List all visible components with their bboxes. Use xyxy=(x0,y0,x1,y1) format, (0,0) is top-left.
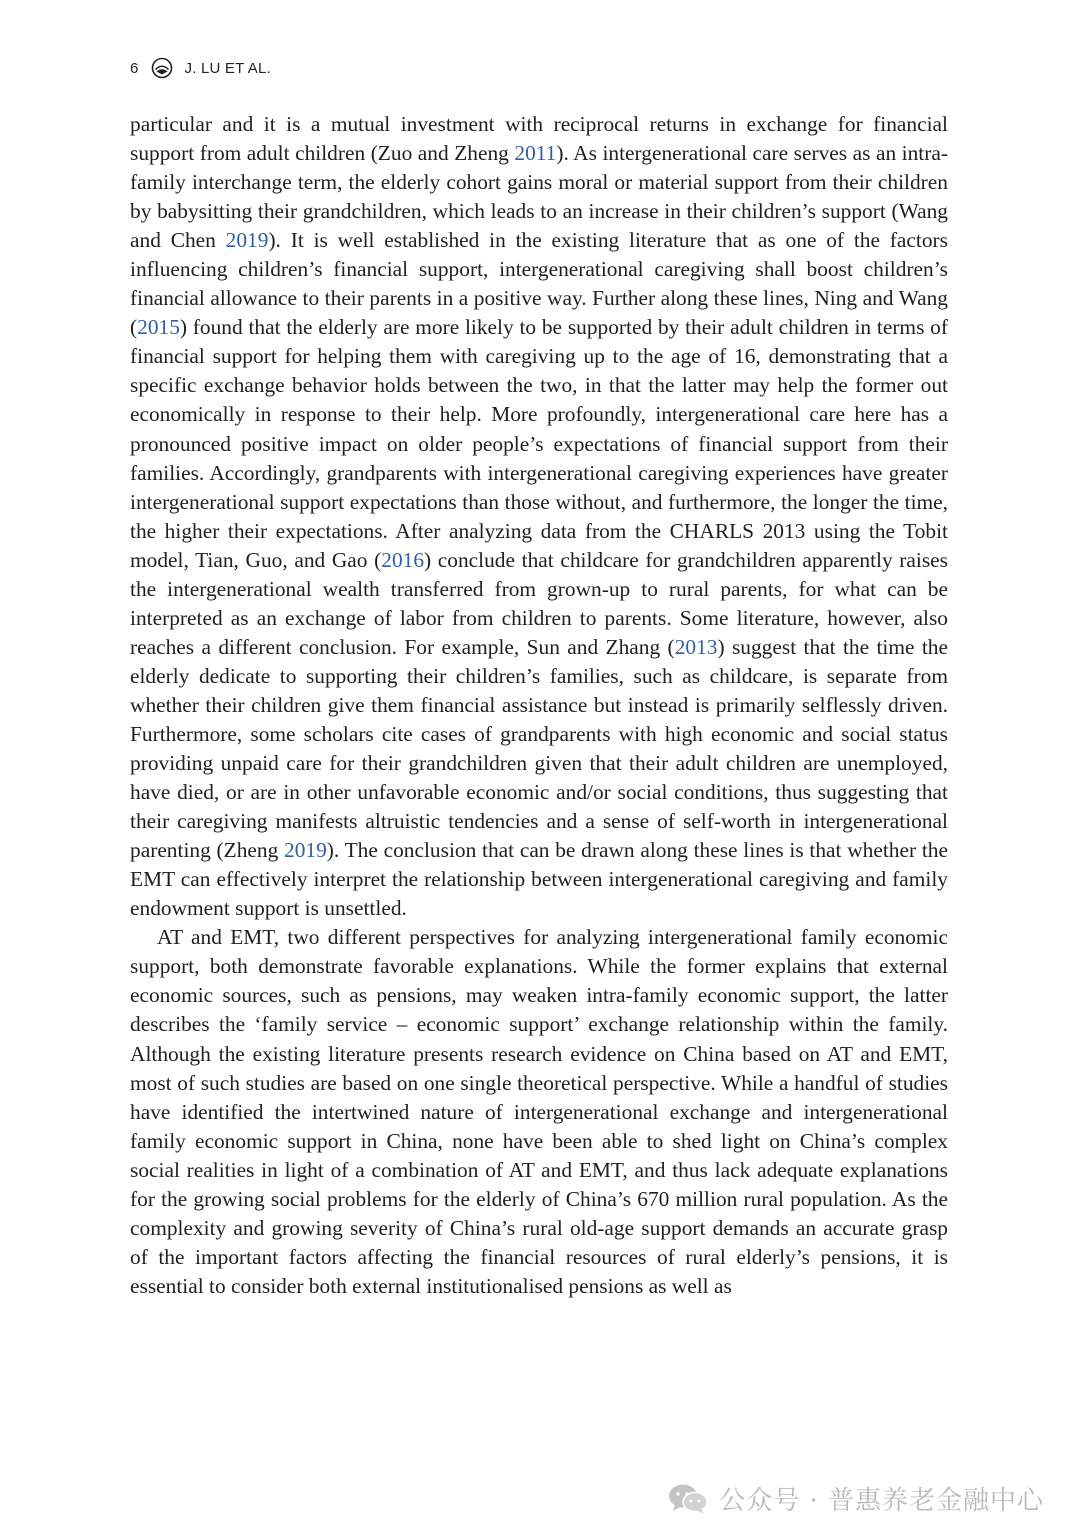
running-header xyxy=(130,56,271,80)
paragraph-1-segment: ) found that the elderly are more likely to be supported by their adult children in terms of financial support for helping them with caregiving up to the age of 16, demonstrating that a specific exchange behavior holds between the two, in that the latter may help the former out economically in response to their help. More profoundly, intergenerational care here has a pronounced positive impact on older people’s expectations of financial support from their families. Accordingly, grandparents with intergenerational caregiving experiences have greater intergenerational support expectations than those without, and furthermore, the longer the time, the higher their expectations. After analyzing data from the CHARLS 2013 using the Tobit model, Tian, Guo, and Gao ( xyxy=(130,315,948,572)
citation-link-wang-chen-2019[interactable]: 2019 xyxy=(225,228,269,253)
citation-link-tian-guo-gao-2016[interactable]: 2016 xyxy=(381,547,425,572)
journal-logo-icon xyxy=(151,57,173,79)
running-header-authors: J. LU ET AL. xyxy=(184,59,271,77)
paragraph-1-segment: ). As intergenerational care serves as an intra-family interchange term, the elderly cohort gains moral or material support from their children by babysitting their grandchildren, which leads to an increase in their children’s support (Wang and Chen xyxy=(130,141,948,253)
paragraph-1-segment: ) suggest that the time the elderly dedicate to supporting their children’s families, such as childcare, is separate from whether their children give them financial assistance but instead is primarily selflessly driven. Furthermore, some scholars cite cases of grandparents with high economic and social status providing unpaid care for their grandchildren given that their adult children are unemployed, have died, or are in other unfavorable economic and/or social conditions, thus suggesting that their caregiving manifests altruistic tendencies and a sense of self-worth in intergenerational parenting (Zheng xyxy=(130,634,948,863)
paragraph-1-segment: ) conclude that childcare for grandchildren apparently raises the intergenerational wealth transferred from grown-up to rural parents, for what can be interpreted as an exchange of labor from children to parents. Some literature, however, also reaches a different conclusion. For example, Sun and Zhang ( xyxy=(130,547,948,659)
citation-link-sun-zhang-2013[interactable]: 2013 xyxy=(674,634,718,659)
paragraph-1 xyxy=(130,110,948,923)
citation-link-zheng-2019[interactable]: 2019 xyxy=(284,838,327,863)
wechat-watermark xyxy=(667,1480,1044,1517)
paragraph-1-segment: particular and it is a mutual investment with reciprocal returns in exchange for financial support from adult children (Zuo and Zheng xyxy=(130,112,948,166)
citation-link-ning-wang-2015[interactable]: 2015 xyxy=(137,315,180,340)
paragraph-2: AT and EMT, two different perspectives for analyzing intergenerational family economic support, both demonstrate favorable explanations. While the former explains that external economic sources, such as pensions, may weaken intra-family economic support, the latter describes the ‘family service – economic support’ exchange relationship within the family. Although the existing literature presents research evidence on China based on AT and EMT, most of such studies are based on one single theoretical perspective. While a handful of studies have identified the intertwined nature of intergenerational exchange and intergenerational family economic support in China, none have been able to shed light on China’s complex social realities in light of a combination of AT and EMT, and thus lack adequate explanations for the growing social problems for the elderly of China’s 670 million rural population. As the complexity and growing severity of China’s rural old-age support demands an accurate grasp of the important factors affecting the financial resources of rural elderly’s pensions, it is essential to consider both external institutionalised pensions as well as xyxy=(130,925,948,1298)
paragraph-1-segment: ). The conclusion that can be drawn along these lines is that whether the EMT can effectively interpret the relationship between intergenerational caregiving and family endowment support is unsettled. xyxy=(130,838,948,921)
paragraph-1-segment: ). It is well established in the existing literature that as one of the factors influencing children’s financial support, intergenerational caregiving shall boost children’s financial allowance to their parents in a positive way. Further along these lines, Ning and Wang ( xyxy=(130,228,948,340)
watermark-text: 公众号 · 普惠养老金融中心 xyxy=(719,1486,1044,1516)
page-number: 6 xyxy=(130,59,139,77)
article-body xyxy=(130,110,948,1301)
wechat-icon xyxy=(667,1482,709,1516)
citation-link-zuo-zheng-2011[interactable]: 2011 xyxy=(514,141,557,166)
